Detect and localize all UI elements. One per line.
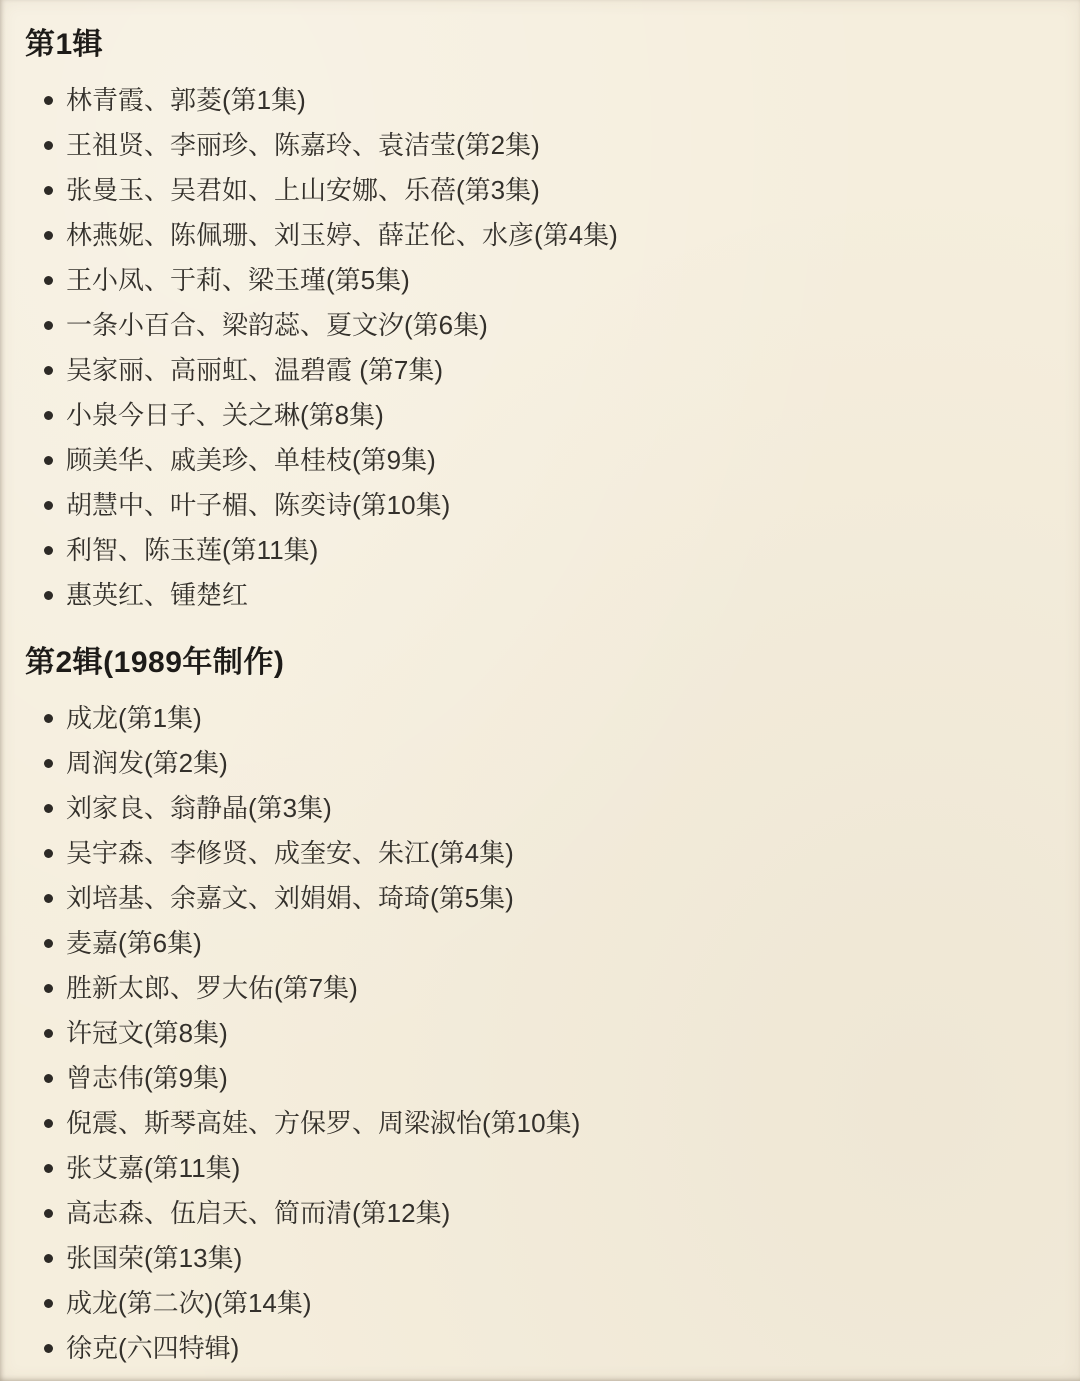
bullet-icon	[44, 366, 53, 375]
bullet-icon	[44, 939, 53, 948]
bullet-icon	[44, 1209, 53, 1218]
list-item-text: 林燕妮、陈佩珊、刘玉婷、薛芷伦、水彦(第4集)	[66, 220, 618, 250]
section-1-list	[25, 78, 1050, 618]
bullet-icon	[44, 1299, 53, 1308]
list-item-text: 麦嘉(第6集)	[66, 928, 202, 958]
bullet-icon	[44, 1119, 53, 1128]
list-item	[25, 348, 1050, 393]
list-item	[25, 966, 1050, 1011]
bullet-icon	[44, 1029, 53, 1038]
bullet-icon	[44, 411, 53, 420]
list-item	[25, 393, 1050, 438]
list-item-text: 胡慧中、叶子楣、陈奕诗(第10集)	[66, 490, 451, 520]
list-item	[25, 483, 1050, 528]
bullet-icon	[44, 984, 53, 993]
list-item	[25, 921, 1050, 966]
list-item-text: 张国荣(第13集)	[66, 1243, 243, 1273]
list-item	[25, 741, 1050, 786]
list-item-text: 吴宇森、李修贤、成奎安、朱江(第4集)	[66, 838, 514, 868]
list-item	[25, 1236, 1050, 1281]
section-1-heading: 第1辑	[25, 28, 104, 61]
bullet-icon	[44, 1344, 53, 1353]
list-item	[25, 258, 1050, 303]
list-item-text: 王小凤、于莉、梁玉瑾(第5集)	[66, 265, 410, 295]
list-item-text: 张曼玉、吴君如、上山安娜、乐蓓(第3集)	[66, 175, 540, 205]
section-2-heading: 第2辑(1989年制作)	[25, 646, 285, 679]
list-item	[25, 1101, 1050, 1146]
list-item	[25, 1191, 1050, 1236]
list-item	[25, 168, 1050, 213]
bullet-icon	[44, 894, 53, 903]
list-item-text: 成龙(第1集)	[66, 703, 202, 733]
list-item-text: 小泉今日子、关之琳(第8集)	[66, 400, 384, 430]
bullet-icon	[44, 141, 53, 150]
bullet-icon	[44, 231, 53, 240]
list-item	[25, 573, 1050, 618]
bullet-icon	[44, 501, 53, 510]
list-item-text: 惠英红、锺楚红	[66, 580, 249, 610]
bullet-icon	[44, 456, 53, 465]
list-item-text: 胜新太郎、罗大佑(第7集)	[66, 973, 358, 1003]
bullet-icon	[44, 591, 53, 600]
list-item	[25, 1011, 1050, 1056]
list-item-text: 张艾嘉(第11集)	[66, 1153, 241, 1183]
list-item-text: 刘家良、翁静晶(第3集)	[66, 793, 332, 823]
list-item	[25, 438, 1050, 483]
list-item-text: 王祖贤、李丽珍、陈嘉玲、袁洁莹(第2集)	[66, 130, 540, 160]
list-item	[25, 786, 1050, 831]
bullet-icon	[44, 714, 53, 723]
bullet-icon	[44, 759, 53, 768]
bullet-icon	[44, 1164, 53, 1173]
list-item-text: 刘培基、余嘉文、刘娟娟、琦琦(第5集)	[66, 883, 514, 913]
list-item	[25, 303, 1050, 348]
list-item	[25, 213, 1050, 258]
list-item-text: 成龙(第二次)(第14集)	[66, 1288, 312, 1318]
list-item-text: 顾美华、戚美珍、单桂枝(第9集)	[66, 445, 436, 475]
section-2-list	[25, 696, 1050, 1371]
list-item	[25, 123, 1050, 168]
bullet-icon	[44, 96, 53, 105]
list-item-text: 一条小百合、梁韵蕊、夏文汐(第6集)	[66, 310, 488, 340]
list-item-text: 倪震、斯琴高娃、方保罗、周梁淑怡(第10集)	[66, 1108, 581, 1138]
list-item-text: 曾志伟(第9集)	[66, 1063, 228, 1093]
list-item	[25, 876, 1050, 921]
bullet-icon	[44, 186, 53, 195]
list-item	[25, 831, 1050, 876]
list-item	[25, 528, 1050, 573]
bullet-icon	[44, 546, 53, 555]
list-item-text: 林青霞、郭菱(第1集)	[66, 85, 306, 115]
list-item-text: 利智、陈玉莲(第11集)	[66, 535, 319, 565]
bullet-icon	[44, 321, 53, 330]
list-item-text: 许冠文(第8集)	[66, 1018, 228, 1048]
list-item	[25, 1056, 1050, 1101]
bullet-icon	[44, 276, 53, 285]
list-item-text: 高志森、伍启天、简而清(第12集)	[66, 1198, 451, 1228]
list-item	[25, 1281, 1050, 1326]
list-item	[25, 696, 1050, 741]
bullet-icon	[44, 1074, 53, 1083]
list-item-text: 吴家丽、高丽虹、温碧霞 (第7集)	[66, 355, 444, 385]
list-item	[25, 1326, 1050, 1371]
list-item	[25, 1146, 1050, 1191]
list-item	[25, 78, 1050, 123]
bullet-icon	[44, 1254, 53, 1263]
list-item-text: 周润发(第2集)	[66, 748, 228, 778]
bullet-icon	[44, 804, 53, 813]
bullet-icon	[44, 849, 53, 858]
list-item-text: 徐克(六四特辑)	[66, 1333, 240, 1363]
